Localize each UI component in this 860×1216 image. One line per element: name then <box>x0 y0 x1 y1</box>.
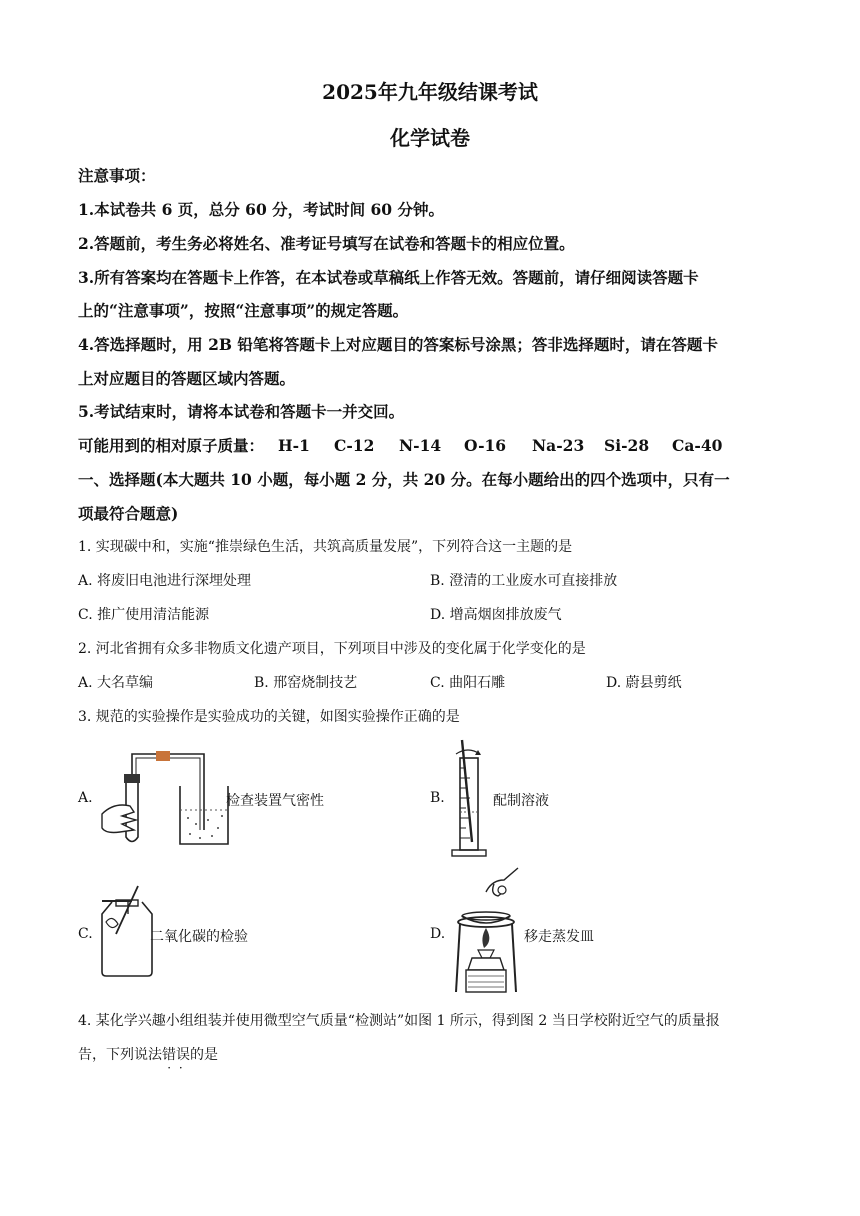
atomic-mass-value: C-12 <box>334 436 375 455</box>
question-1-option-b: B. 澄清的工业废水可直接排放 <box>430 573 618 589</box>
question-4-stem-pre: 告，下列说法 <box>78 1047 162 1063</box>
airtightness-check-figure <box>96 742 236 852</box>
question-4-stem-cont <box>78 1044 218 1064</box>
atomic-mass-label: 可能用到的相对原子质量： <box>78 436 265 455</box>
note-item: 2.答题前，考生务必将姓名、准考证号填写在试卷和答题卡的相应位置。 <box>78 234 575 253</box>
question-1-option-c: C. 推广使用清洁能源 <box>78 607 210 623</box>
question-1-option-d: D. 增高烟囱排放废气 <box>430 607 562 623</box>
question-3-option-a-letter: A. <box>78 790 93 806</box>
atomic-mass-value: Na-23 <box>532 436 585 455</box>
evaporating-dish-figure <box>446 866 526 998</box>
section-heading-cont: 项最符合题意) <box>78 504 179 523</box>
atomic-mass-value: N-14 <box>399 436 442 455</box>
note-item: 上对应题目的答题区域内答题。 <box>78 369 296 388</box>
question-4-emphasis: 错误 · · <box>162 1047 190 1063</box>
graduated-cylinder-figure <box>448 738 492 860</box>
exam-subtitle: 化学试卷 <box>390 126 470 150</box>
question-3-option-d-letter: D. <box>430 926 446 942</box>
question-4-stem-post: 的是 <box>190 1047 218 1063</box>
question-3-option-c-letter: C. <box>78 926 93 942</box>
question-2-option-c: C. 曲阳石雕 <box>430 675 506 691</box>
question-1-stem: 1. 实现碳中和，实施“推崇绿色生活，共筑高质量发展”，下列符合这一主题的是 <box>78 539 573 555</box>
atomic-mass-value: Ca-40 <box>672 436 723 455</box>
question-2-stem: 2. 河北省拥有众多非物质文化遗产项目，下列项目中涉及的变化属于化学变化的是 <box>78 641 586 657</box>
notes-heading: 注意事项： <box>78 166 156 185</box>
section-heading: 一、选择题(本大题共 10 小题，每小题 2 分，共 20 分。在每小题给出的四个选项中，只有一 <box>78 470 730 489</box>
atomic-mass-value: O-16 <box>464 436 507 455</box>
question-3-option-b-letter: B. <box>430 790 445 806</box>
question-2-option-a: A. 大名草编 <box>78 675 154 691</box>
question-3-option-c-caption: 二氧化碳的检验 <box>150 929 248 945</box>
gas-bottle-figure <box>98 884 158 980</box>
atomic-mass-line <box>78 434 722 456</box>
note-item: 5.考试结束时，请将本试卷和答题卡一并交回。 <box>78 402 405 421</box>
question-3-option-d-caption: 移走蒸发皿 <box>524 929 594 945</box>
question-2-option-b: B. 邢窑烧制技艺 <box>254 675 358 691</box>
note-item: 3.所有答案均在答题卡上作答，在本试卷或草稿纸上作答无效。答题前，请仔细阅读答题卡 <box>78 268 699 287</box>
question-4-stem: 4. 某化学兴趣小组组装并使用微型空气质量“检测站”如图 1 所示，得到图 2 当日学校附近空气的质量报 <box>78 1013 720 1029</box>
question-3-option-a-caption: 检查装置气密性 <box>226 793 324 809</box>
exam-title: 2025年九年级结课考试 <box>322 80 538 104</box>
atomic-mass-value: H-1 <box>278 436 310 455</box>
atomic-mass-value: Si-28 <box>604 436 650 455</box>
question-3-option-b-caption: 配制溶液 <box>493 793 549 809</box>
note-item: 上的“注意事项”，按照“注意事项”的规定答题。 <box>78 301 409 320</box>
question-2-option-d: D. 蔚县剪纸 <box>606 675 682 691</box>
question-1-option-a: A. 将废旧电池进行深埋处理 <box>78 573 252 589</box>
note-item: 4.答选择题时，用 2B 铅笔将答题卡上对应题目的答案标号涂黑；答非选择题时，请在答题卡 <box>78 335 718 354</box>
note-item: 1.本试卷共 6 页，总分 60 分，考试时间 60 分钟。 <box>78 200 444 219</box>
question-3-stem: 3. 规范的实验操作是实验成功的关键，如图实验操作正确的是 <box>78 709 460 725</box>
